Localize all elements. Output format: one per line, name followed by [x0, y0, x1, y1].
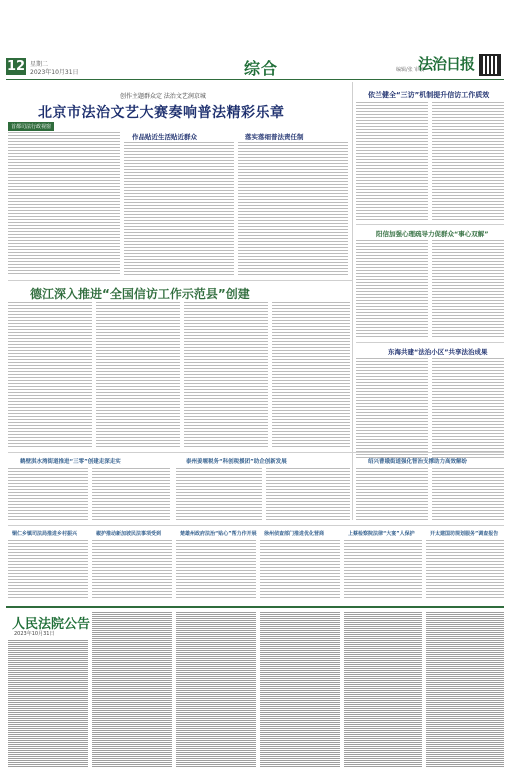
notice-col6: [426, 612, 504, 768]
weekday: 星期二: [30, 61, 49, 68]
divider: [356, 342, 504, 343]
newspaper-logo: 法治日报: [418, 55, 475, 73]
brief-5-text: [344, 540, 422, 600]
right-top-col1: [356, 102, 428, 220]
lead-col3-text: [238, 142, 348, 277]
story-right-col1: [356, 468, 428, 520]
notice-col1: [8, 640, 88, 768]
qr-code-icon: [479, 54, 501, 76]
column-divider: [352, 82, 353, 520]
story-left-col1: [8, 468, 88, 520]
divider: [356, 224, 504, 225]
masthead-rule: [6, 79, 504, 80]
editor-credit: 编辑/张 审校: [396, 67, 425, 73]
right-top-col2: [432, 102, 504, 220]
right-bottom-col1: [356, 358, 428, 458]
right-top-headline: 依兰健全“三访”机制提升信访工作质效: [368, 91, 490, 99]
story-center-headline: 泰州姜堰税务“科创税援团”助企创新发展: [186, 459, 287, 465]
story-right-headline: 绍兴曹娥街道强化智治支撑助力高效解纷: [368, 459, 468, 465]
middle-headline: 德江深入推进“全国信访工作示范县”创建: [30, 287, 250, 301]
lead-col3-head: 落实落细普法责任制: [245, 133, 304, 141]
right-sub-col1: [356, 240, 428, 338]
brief-1-text: [8, 540, 88, 600]
brief-headline-5: 上蔡检察院法律“大宴”人保护: [348, 531, 415, 537]
issue-date: 2023年10月31日: [30, 69, 79, 76]
right-bottom-col2: [432, 358, 504, 458]
notice-rule: [6, 606, 504, 608]
notice-col4: [260, 612, 340, 768]
column-tag: 首都司法行政视窗: [8, 122, 54, 131]
story-left-headline: 鹤壁淇水湾街道推进“三零”创建走深走实: [20, 459, 121, 465]
notice-col2: [92, 612, 172, 768]
lead-headline: 北京市法治文艺大赛奏响普法精彩乐章: [38, 105, 285, 121]
story-center-col1: [176, 468, 262, 520]
brief-headline-1: 铜仁乡镇司法局推进乡村振兴: [12, 531, 78, 537]
divider: [8, 525, 504, 526]
middle-col2: [96, 302, 180, 448]
story-center-col2: [266, 468, 350, 520]
divider: [8, 280, 352, 281]
lead-col2-text: [124, 142, 234, 277]
brief-headline-4: 徐州侦查部门推进优化营商: [264, 531, 325, 537]
brief-headline-2: 椒护推动新加坡民法事项受到: [96, 531, 162, 537]
section-title: 综合: [244, 59, 279, 78]
notice-title: 人民法院公告: [12, 617, 91, 632]
middle-col1: [8, 302, 92, 448]
lead-col2-head: 作品贴近生活贴近群众: [132, 133, 197, 141]
middle-col4: [272, 302, 350, 448]
lead-subtitle: 创作主题群众定 法治文艺润京城: [120, 93, 206, 100]
story-right-col2: [432, 468, 504, 520]
lead-col1-text: [8, 132, 120, 274]
middle-col3: [184, 302, 268, 448]
right-bottom-headline: 东海共建“法治小区”共享法治成果: [388, 348, 488, 356]
brief-4-text: [260, 540, 340, 600]
right-sub-col2: [432, 240, 504, 338]
story-left-col2: [92, 468, 170, 520]
notice-col3: [176, 612, 256, 768]
page-number: 12: [6, 59, 26, 74]
notice-date: 2023年10月31日: [14, 631, 55, 637]
brief-headline-6: 开太建国坊规划服务”调查报告: [430, 531, 499, 537]
brief-2-text: [92, 540, 172, 600]
right-sub-headline: 阳信加强心理疏导力促群众“事心双解”: [376, 230, 489, 238]
brief-headline-3: 楚雄州政府法治“贴心”帮力作开展: [180, 531, 257, 537]
brief-3-text: [176, 540, 256, 600]
divider: [8, 452, 504, 453]
notice-col5: [344, 612, 422, 768]
brief-6-text: [426, 540, 504, 600]
